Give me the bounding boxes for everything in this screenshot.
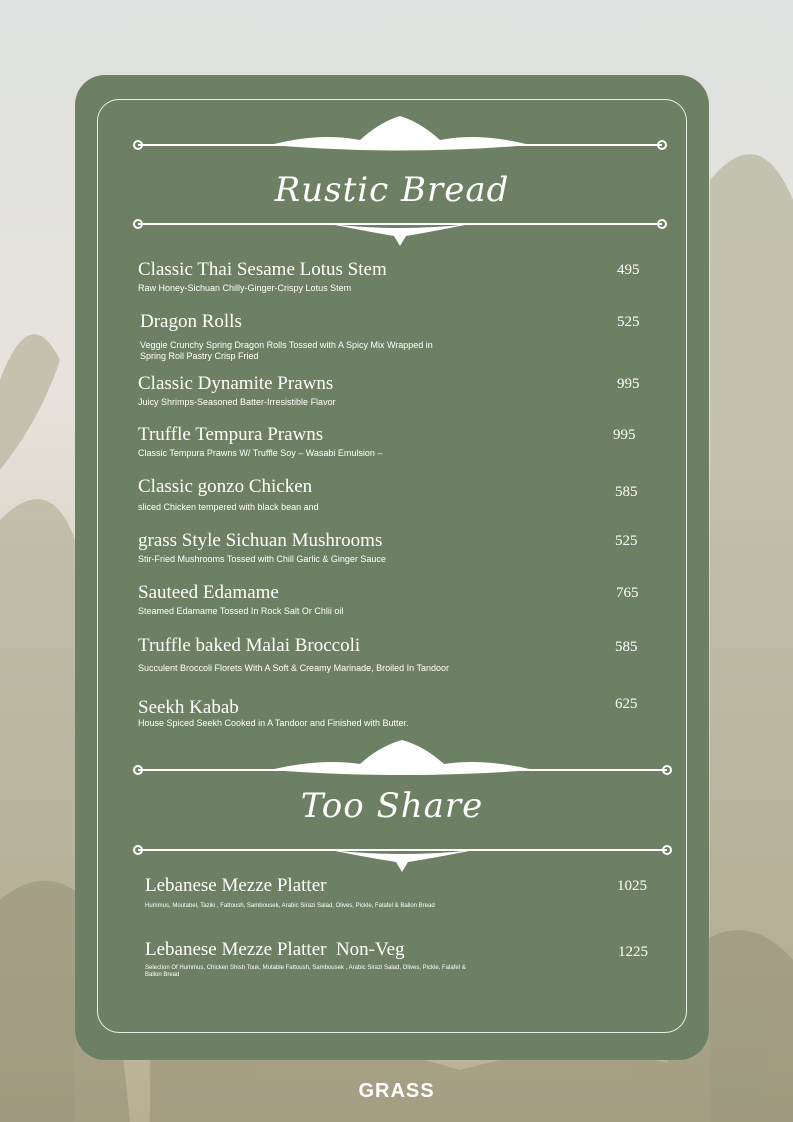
- item-name: Classic gonzo Chicken: [138, 476, 313, 497]
- item-name: Lebanese Mezze Platter: [145, 875, 327, 896]
- item-description: Veggie Crunchy Spring Dragon Rolls Tossed with A Spicy Mix Wrapped in Spring Roll Pastry Crisp Fried: [140, 340, 433, 361]
- item-name: Seekh Kabab: [138, 697, 239, 718]
- item-description: Classic Tempura Prawns W/ Truffle Soy – Wasabi Emulsion –: [138, 448, 383, 458]
- item-name: grass Style Sichuan Mushrooms: [138, 530, 383, 551]
- menu-item: [140, 311, 440, 362]
- item-price: 1225: [618, 944, 648, 960]
- menu-item: [138, 582, 468, 617]
- item-price: 995: [613, 427, 636, 443]
- item-description: sliced Chicken tempered with black bean and: [138, 502, 319, 512]
- menu-item: [138, 259, 468, 294]
- item-price: 525: [615, 533, 638, 549]
- scroll-ornament-divider: [130, 214, 670, 248]
- menu-item: [138, 476, 468, 513]
- item-description: Steamed Edamame Tossed In Rock Salt Or Chlii oil: [138, 606, 344, 616]
- item-price: 765: [616, 585, 639, 601]
- section-title-too-share: Too Share: [300, 786, 484, 826]
- item-price: 1025: [617, 878, 647, 894]
- item-price: 625: [615, 696, 638, 712]
- item-name: Truffle baked Malai Broccoli: [138, 635, 361, 656]
- item-name: Lebanese Mezze Platter Non-Veg: [145, 939, 405, 960]
- brand-logo: GRASS: [358, 1080, 435, 1102]
- item-name: Classic Dynamite Prawns: [138, 373, 334, 394]
- item-description: Raw Honey-Sichuan Chilly-Ginger-Crispy Lotus Stem: [138, 283, 352, 293]
- menu-item: [145, 939, 475, 979]
- item-name: Dragon Rolls: [140, 311, 242, 332]
- item-description: Stir-Fried Mushrooms Tossed with Chill Garlic & Ginger Sauce: [138, 554, 386, 564]
- menu-item: [138, 635, 468, 674]
- item-price: 995: [617, 376, 640, 392]
- item-name: Classic Thai Sesame Lotus Stem: [138, 259, 387, 280]
- item-name: Sauteed Edamame: [138, 582, 279, 603]
- item-description: Juicy Shrimps-Seasoned Batter-Irresistible Flavor: [138, 397, 336, 407]
- scroll-ornament-top: [130, 112, 670, 157]
- section-title-rustic-bread: Rustic Bread: [274, 170, 510, 210]
- item-price: 585: [615, 484, 638, 500]
- item-description: House Spiced Seekh Cooked in A Tandoor and Finished with Butter.: [138, 718, 409, 728]
- menu-item: [138, 530, 468, 565]
- item-description: Selection Of Hummus, Chicken Shish Touk, Mutable Fattoush, Sambousek , Arabic Sirazi Salad, Olives, Pickle, Falafel & Ballon Bread: [145, 965, 466, 978]
- item-price: 495: [617, 262, 640, 278]
- menu-item: [138, 697, 468, 729]
- item-description: Succulent Broccoli Florets With A Soft & Creamy Marinade, Broiled In Tandoor: [138, 663, 449, 673]
- item-name: Truffle Tempura Prawns: [138, 424, 324, 445]
- menu-item: [138, 424, 468, 459]
- item-price: 585: [615, 639, 638, 655]
- menu-item: [138, 373, 468, 408]
- scroll-ornament-middle: [130, 738, 675, 780]
- scroll-ornament-divider-2: [130, 840, 675, 874]
- menu-item: [145, 875, 475, 910]
- item-price: 525: [617, 314, 640, 330]
- item-description: Hummus, Moutabel, Taziki , Fattoush, Sambousek, Arabic Sirazi Salad, Olives, Pickle, Falafel & Ballon Bread: [145, 903, 435, 909]
